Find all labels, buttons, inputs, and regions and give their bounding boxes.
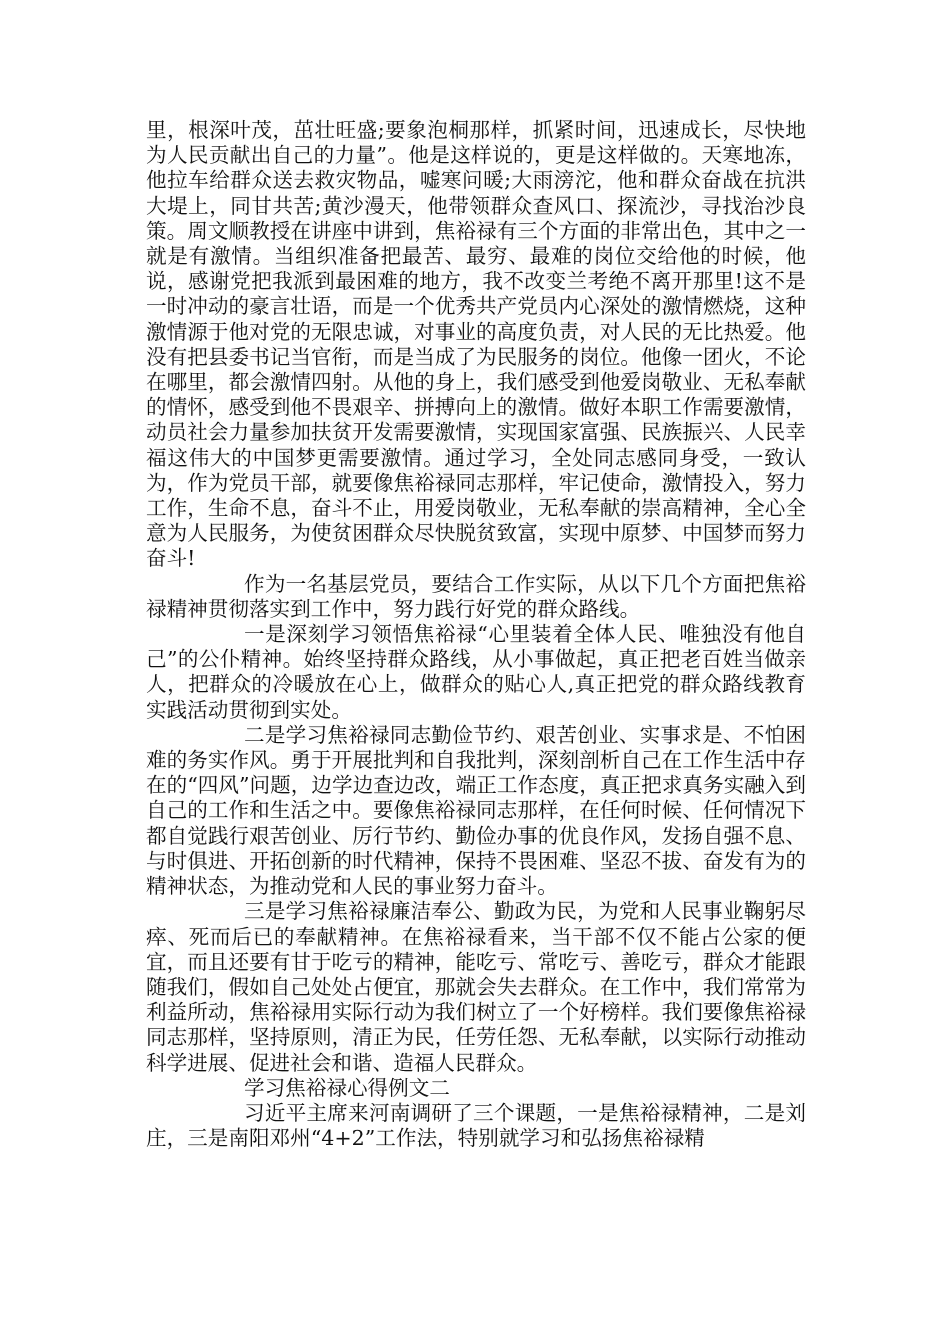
paragraph-point-one: 一是深刻学习领悟焦裕禄“心里装着全体人民、唯独没有他自己”的公仆精神。始终坚持群众路线，从小事做起，真正把老百姓当做亲人，把群众的冷暖放在心上，做群众的贴心人,真正把党的群众路线教育实践活动贯彻到实处。 [146, 622, 806, 722]
paragraph-example-two-opening: 习近平主席来河南调研了三个课题，一是焦裕禄精神，二是刘庄，三是南阳邓州“4+2”工作法，特别就学习和弘扬焦裕禄精 [146, 1100, 806, 1151]
document-page [146, 118, 806, 1151]
paragraph-point-two: 二是学习焦裕禄同志勤俭节约、艰苦创业、实事求是、不怕困难的务实作风。勇于开展批判和自我批判，深刻剖析自己在工作生活中存在的“四风”问题，边学边查边改，端正工作态度，真正把求真务实融入到自己的工作和生活之中。要像焦裕禄同志那样，在任何时候、任何情况下都自觉践行艰苦创业、厉行节约、勤俭办事的优良作风，发扬自强不息、与时俱进、开拓创新的时代精神，保持不畏困难、坚忍不拔、奋发有为的精神状态，为推动党和人民的事业努力奋斗。 [146, 722, 806, 899]
paragraph-point-three: 三是学习焦裕禄廉洁奉公、勤政为民，为党和人民事业鞠躬尽瘁、死而后已的奉献精神。在焦裕禄看来，当干部不仅不能占公家的便宜，而且还要有甘于吃亏的精神，能吃亏、常吃亏、善吃亏，群众才能跟随我们，假如自己处处占便宜，那就会失去群众。在工作中，我们常常为利益所动，焦裕禄用实际行动为我们树立了一个好榜样。我们要像焦裕禄同志那样，坚持原则，清正为民，任劳任怨、无私奉献，以实际行动推动科学进展、促进社会和谐、造福人民群众。 [146, 899, 806, 1075]
paragraph-continuation: 里，根深叶茂，茁壮旺盛;要象泡桐那样，抓紧时间，迅速成长，尽快地为人民贡献出自己的力量”。他是这样说的，更是这样做的。天寒地冻，他拉车给群众送去救灾物品，嘘寒问暖;大雨滂沱，他和群众奋战在抗洪大堤上，同甘共苦;黄沙漫天，他带领群众查风口、探流沙，寻找治沙良策。周文顺教授在讲座中讲到，焦裕禄有三个方面的非常出色，其中之一就是有激情。当组织准备把最苦、最穷、最难的岗位交给他的时候，他说，感谢党把我派到最困难的地方，我不改变兰考绝不离开那里!这不是一时冲动的豪言壮语，而是一个优秀共产党员内心深处的激情燃烧，这种激情源于他对党的无限忠诚，对事业的高度负责，对人民的无比热爱。他没有把县委书记当官衔，而是当成了为民服务的岗位。他像一团火，不论在哪里，都会激情四射。从他的身上，我们感受到他爱岗敬业、无私奉献的情怀，感受到他不畏艰辛、拼搏向上的激情。做好本职工作需要激情，动员社会力量参加扶贫开发需要激情，实现国家富强、民族振兴、人民幸福这伟大的中国梦更需要激情。通过学习，全处同志感同身受，一致认为，作为党员干部，就要像焦裕禄同志那样，牢记使命，激情投入，努力工作，生命不息，奋斗不止，用爱岗敬业，无私奉献的崇高精神，全心全意为人民服务，为使贫困群众尽快脱贫致富，实现中原梦、中国梦而努力奋斗! [146, 118, 806, 571]
section-title: 学习焦裕禄心得例文二 [244, 1075, 450, 1100]
paragraph-intro-points: 作为一名基层党员，要结合工作实际，从以下几个方面把焦裕禄精神贯彻落实到工作中，努力践行好党的群众路线。 [146, 571, 806, 621]
